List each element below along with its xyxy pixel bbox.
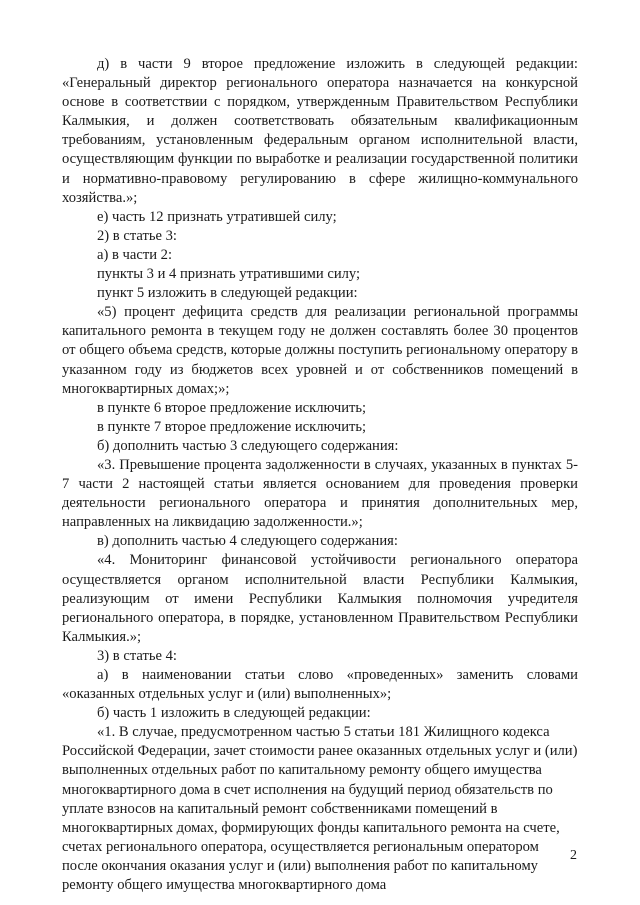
paragraph-part-1-text: «1. В случае, предусмотренном частью 5 статьи 181 Жилищного кодекса Российской Федерации, зачет стоимости ранее оказанных отдельных услуг и (или) выполненных отдельных работ по капитальному ремонту общего имущества многоквартирного дома в счет исполнения на будущий период обязательств по уплате взносов на капитальный ремонт собственниками помещений в многоквартирных домах, формирующих фонды капитального ремонта на счете, счетах регионального оператора, осуществляется региональным оператором после окончания оказания услуг и (или) выполнения работ по капитальному ремонту общего имущества многоквартирного дома: [62, 724, 578, 894]
paragraph-items-3-4: пункты 3 и 4 признать утратившими силу;: [97, 266, 361, 283]
paragraph-item-7: в пункте 7 второе предложение исключить;: [97, 418, 367, 435]
paragraph-part-1-heading: б) часть 1 изложить в следующей редакции:: [97, 705, 371, 722]
page-number: 2: [570, 848, 577, 863]
paragraph-add-part-3: б) дополнить частью 3 следующего содержания:: [97, 437, 399, 454]
paragraph-add-part-4: в) дополнить частью 4 следующего содержания:: [97, 533, 398, 550]
paragraph-part-2: а) в части 2:: [97, 246, 173, 263]
paragraph-part-4-text: «4. Мониторинг финансовой устойчивости регионального оператора осуществляется органом исполнительной власти Республики Калмыкия, реализующим от имени Республики Калмыкия полномочия учредителя регионального оператора, в порядке, установленном Правительством Республики Калмыкия.»;: [62, 552, 578, 645]
paragraph-part-3-text: «3. Превышение процента задолженности в случаях, указанных в пунктах 5-7 части 2 настоящей статьи является основанием для проведения проверки деятельности регионального оператора и принятия дополнительных мер, направленных на ликвидацию задолженности.»;: [62, 456, 578, 531]
document-body: [62, 55, 578, 895]
paragraph-amendment-e: е) часть 12 признать утратившей силу;: [97, 208, 337, 225]
paragraph-article-3-heading: 2) в статье 3:: [97, 227, 177, 244]
paragraph-item-6: в пункте 6 второе предложение исключить;: [97, 399, 367, 416]
paragraph-item-5: пункт 5 изложить в следующей редакции:: [97, 285, 358, 302]
paragraph-item-5-text: «5) процент дефицита средств для реализации региональной программы капитального ремонта в текущем году не должен составлять более 30 процентов от общего объема средств, которые должны поступить региональному оператору в указанном году из бюджетов всех уровней и от собственников помещений в многоквартирных домах;»;: [62, 304, 578, 397]
paragraph-article-4-heading: 3) в статье 4:: [97, 647, 177, 664]
paragraph-article-4-title-change: а) в наименовании статьи слово «проведенных» заменить словами «оказанных отдельных услуг и (или) выполненных»;: [62, 667, 578, 703]
paragraph-amendment-d: д) в части 9 второе предложение изложить в следующей редакции: «Генеральный директор регионального оператора назначается на конкурсной основе в соответствии с порядком, утвержденным Правительством Республики Калмыкия, и должен соответствовать обязательным квалификационным требованиям, установленным федеральным органом исполнительной власти, осуществляющим функции по выработке и реализации государственной политики и нормативно-правовому регулированию в сфере жилищно-коммунального хозяйства.»;: [62, 56, 578, 206]
